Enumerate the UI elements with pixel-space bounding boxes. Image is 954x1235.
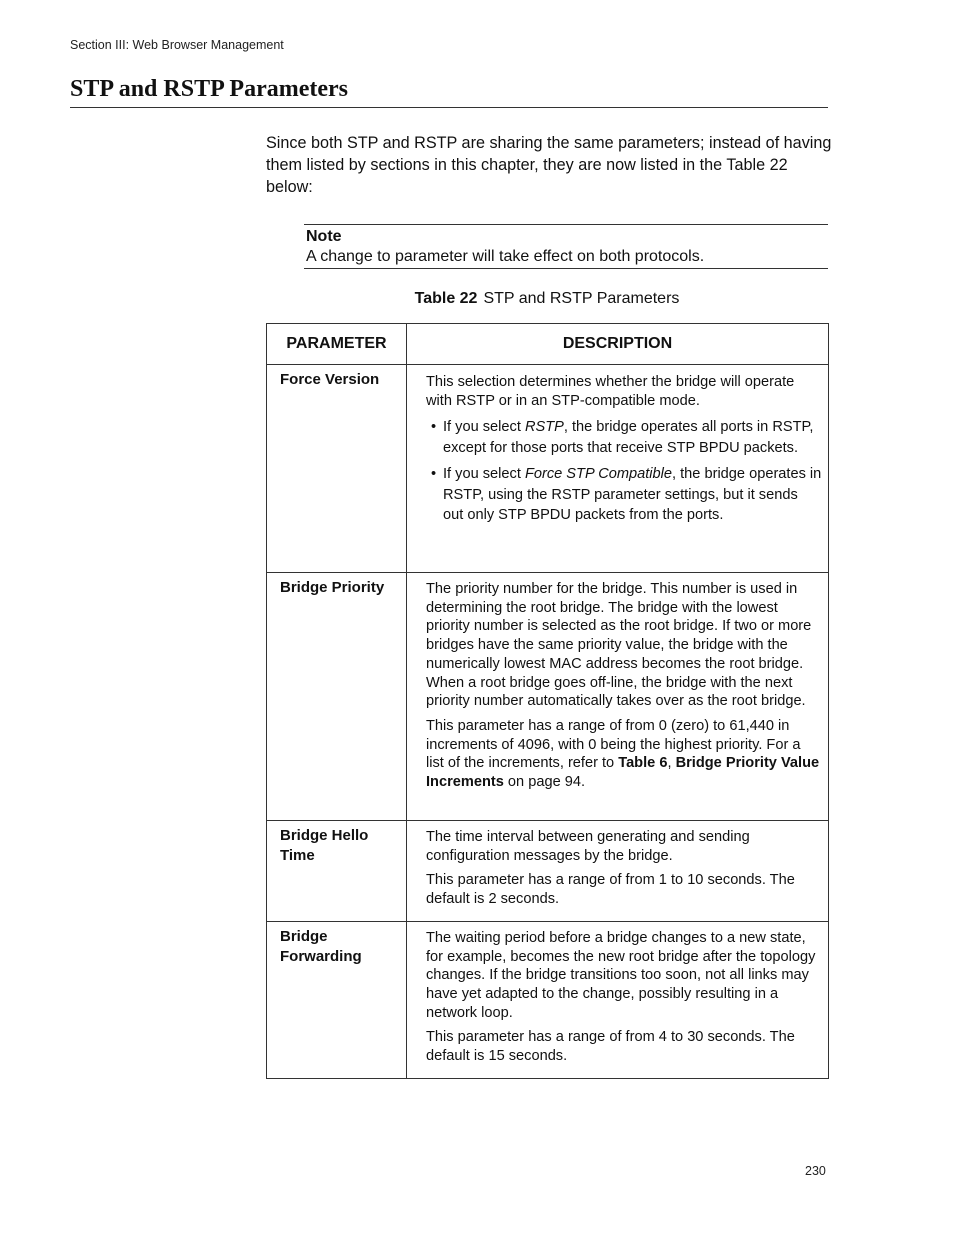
table-header-row <box>267 324 829 365</box>
bullet-icon: • <box>431 419 437 435</box>
reference-link: Bridge Priority Value Increments <box>426 755 820 791</box>
parameter-name: Bridge Forwarding <box>267 921 407 1078</box>
description-text: The waiting period before a bridge changes to a new state, for example, becomes the new root bridge after the topology changes. If the bridge transitions too soon, not all links may have yet adapted to the change, possibly resulting in a network loop. <box>426 929 816 1021</box>
bullet-icon: • <box>431 466 437 482</box>
page-title: STP and RSTP Parameters <box>70 76 828 108</box>
header-parameter: PARAMETER <box>267 324 407 365</box>
option-list <box>426 417 822 526</box>
description-text: This parameter has a range of from 1 to 10 seconds. The default is 2 seconds. <box>426 872 795 908</box>
table-row <box>267 573 829 821</box>
parameters-table <box>266 323 829 1079</box>
parameter-description <box>407 821 829 922</box>
note-box <box>304 224 828 269</box>
parameter-description <box>407 365 829 573</box>
description-text: The time interval between generating and sending configuration messages by the bridge. <box>426 829 750 864</box>
note-text: A change to parameter will take effect on both protocols. <box>306 248 705 265</box>
intro-paragraph: Since both STP and RSTP are sharing the same parameters; instead of having them listed by sections in this chapter, they are now listed in the Table 22 below: <box>266 134 832 196</box>
list-item: • If you select Force STP Compatible, the bridge operates in RSTP, using the RSTP parameter settings, but it sends out only STP BPDU packets from the ports. <box>431 466 822 523</box>
parameter-name: Bridge Priority <box>267 573 407 821</box>
description-text: The priority number for the bridge. This number is used in determining the root bridge. The bridge with the lowest priority number is selected as the root bridge. If two or more bridges have the same priority value, the bridge with the numerically lowest MAC address becomes the root bridge. When a root bridge goes off-line, the bridge with the next priority number automatically takes over as the root bridge. <box>426 581 812 710</box>
table-caption-text: STP and RSTP Parameters <box>483 290 680 307</box>
table-row <box>267 921 829 1078</box>
list-item: • If you select RSTP, the bridge operates all ports in RSTP, except for those ports that receive STP BPDU packets. <box>431 419 814 456</box>
page-number: 230 <box>805 1164 826 1178</box>
header-description: DESCRIPTION <box>407 324 829 365</box>
table-row <box>267 821 829 922</box>
reference-link: Table 6 <box>618 755 668 772</box>
parameter-name: Force Version <box>267 365 407 573</box>
parameter-description <box>407 573 829 821</box>
note-title: Note <box>306 228 342 245</box>
table-caption <box>266 290 828 308</box>
table-row <box>267 365 829 573</box>
parameter-name: Bridge Hello Time <box>267 821 407 922</box>
description-text: This selection determines whether the bridge will operate with RSTP or in an STP-compatible mode. <box>426 374 795 409</box>
parameter-description <box>407 921 829 1078</box>
description-text: This parameter has a range of from 4 to 30 seconds. The default is 15 seconds. <box>426 1029 795 1065</box>
section-header: Section III: Web Browser Management <box>70 38 284 52</box>
table-caption-label: Table 22 <box>414 290 478 307</box>
description-text: This parameter has a range of from 0 (zero) to 61,440 in increments of 4096, with 0 being the highest priority. For a list of the increments, refer to Table 6, Bridge Priority Value Increments on page 94. <box>426 717 820 791</box>
